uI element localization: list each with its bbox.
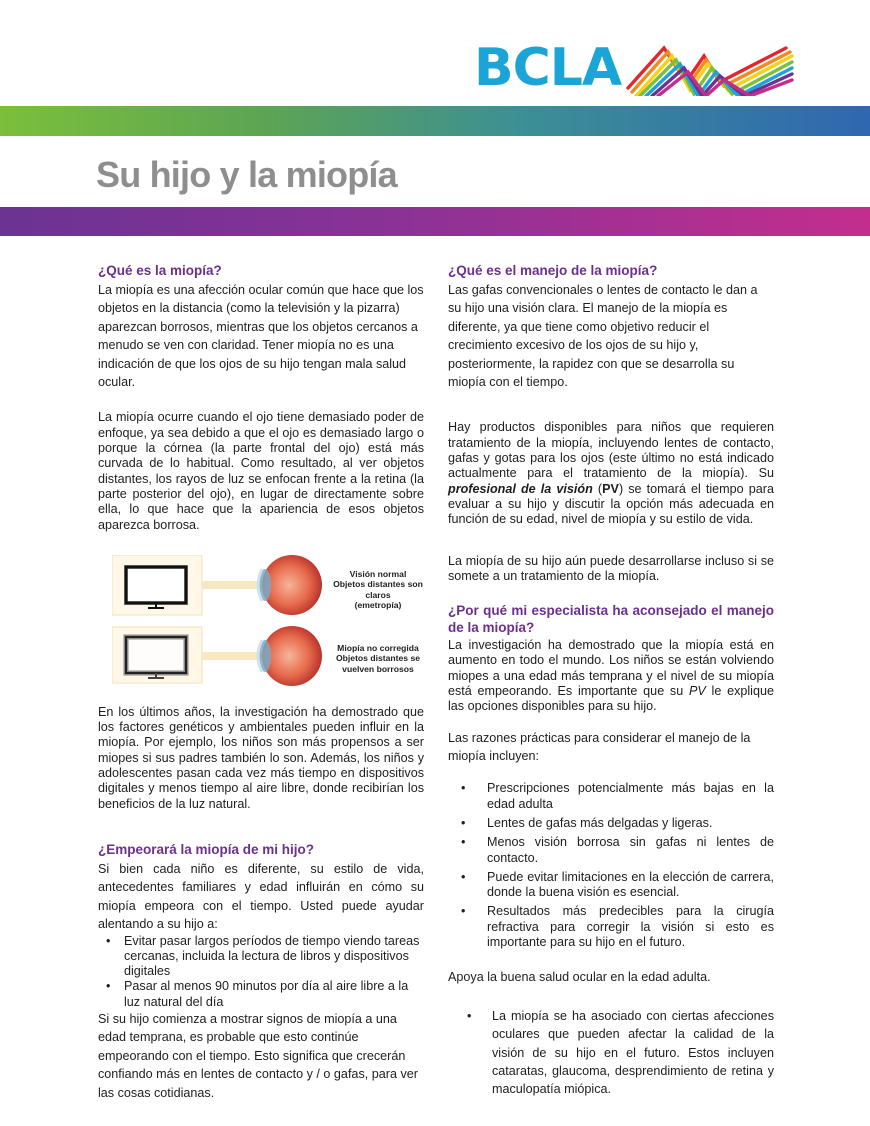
list-item: • Menos visión borrosa sin gafas ni lentes de contacto.: [448, 835, 774, 866]
paragraph: La miopía es una afección ocular común que hace que los objetos en la distancia (como la televisión y la pizarra) aparezcan borrosos, mientras que los objetos cercanos a menudo se ven con claridad. Tener miopía no es una indicación de que los ojos de su hijo tengan mala salud ocular.: [98, 283, 424, 390]
abbr-pv: PV: [688, 684, 706, 698]
list-item: • Evitar pasar largos períodos de tiempo viendo tareas cercanas, incluida la lectura de libros y dispositivos digitales: [98, 934, 424, 980]
rainbow-stripes-icon: [624, 42, 794, 96]
paragraph: Hay productos disponibles para niños que requieren tratamiento de la miopía, incluyendo lentes de contacto, gafas y gotas para los ojos (este último no está indicado actualmente para el tratamiento de la miopía). Su profesional de la visión (PV) se tomará el tiempo para evaluar a su hijo y discutir la opción más adecuada en función de su edad, nivel de miopía y su estilo de vida.: [448, 420, 774, 527]
list-item: • Pasar al menos 90 minutos por día al aire libre a la luz natural del día: [98, 979, 424, 1010]
bullet-list: [448, 781, 774, 950]
paragraph: Las gafas convencionales o lentes de contacto le dan a su hijo una visión clara. El manejo de la miopía es diferente, ya que tiene como objetivo reducir el crecimiento excesivo de los ojos de su hijo y, posteriormente, la rapidez con que se desarrolla su miopía con el tiempo.: [448, 283, 758, 390]
bcla-logo: [474, 38, 794, 98]
paragraph: Apoya la buena salud ocular en la edad adulta.: [448, 970, 711, 985]
section-heading: ¿Qué es el manejo de la miopía?: [448, 263, 658, 278]
bullet-list: [448, 1007, 774, 1099]
paragraph: Si su hijo comienza a mostrar signos de miopía a una edad temprana, es probable que esto continúe empeorando con el tiempo. Esto significa que crecerán confiando más en lentes de contacto y / o gafas, para ver las cosas cotidianas.: [98, 1012, 418, 1100]
section-heading: ¿Qué es la miopía?: [98, 263, 222, 278]
right-column: [448, 262, 774, 1099]
logo-wordmark: BCLA: [474, 38, 622, 98]
header-band-bottom: [0, 207, 870, 236]
page-title: Su hijo y la miopía: [96, 154, 397, 195]
paragraph: La miopía ocurre cuando el ojo tiene demasiado poder de enfoque, ya sea debido a que el ojo es demasiado largo o porque la córnea (la parte frontal del ojo) está más curvada de lo habitual. Como resultado, al ver objetos distantes, los rayos de luz se enfocan frente a la retina (la parte posterior del ojo), en lugar de directamente sobre ella, lo que hace que la apariencia de esos objetos aparezca borrosa.: [98, 410, 424, 532]
left-column: [98, 262, 424, 1102]
list-item: • Puede evitar limitaciones en la elección de carrera, donde la buena visión es esencial.: [448, 870, 774, 901]
list-item: • Resultados más predecibles para la cirugía refractiva para corregir la visión si esto es importante para su hijo en el futuro.: [448, 904, 774, 950]
eye-diagram: [98, 555, 424, 695]
section-heading: ¿Empeorará la miopía de mi hijo?: [98, 841, 315, 857]
paragraph: Las razones prácticas para considerar el manejo de la miopía incluyen:: [448, 730, 751, 763]
list-item: • Prescripciones potencialmente más bajas en la edad adulta: [448, 781, 774, 812]
eye-label-normal: Visión normal Objetos distantes son claros (emetropía): [333, 568, 423, 611]
header-band-top: [0, 106, 870, 136]
paragraph: La investigación ha demostrado que la miopía está en aumento en todo el mundo. Los niños se están volviendo miopes a una edad más temprana y el nivel de su miopía está empeorando. Es importante que su PV le explique las opciones disponibles para su hijo.: [448, 638, 774, 714]
paragraph: La miopía de su hijo aún puede desarrollarse incluso si se somete a un tratamiento de la miopía.: [448, 553, 774, 583]
section-heading: ¿Por qué mi especialista ha aconsejado el manejo de la miopía?: [448, 603, 774, 636]
eye-label-myopia: Miopía no corregida Objetos distantes se vuelven borrosos: [335, 642, 421, 674]
eye-diagram-graphic: [112, 555, 332, 695]
list-item: • La miopía se ha asociado con ciertas afecciones oculares que pueden afectar la calidad de la visión de su hijo en el futuro. Estos incluyen cataratas, glaucoma, desprendimiento de retina y maculopatía miópica.: [448, 1007, 774, 1099]
paragraph: En los últimos años, la investigación ha demostrado que los factores genéticos y ambientales pueden influir en la miopía. Por ejemplo, los niños son más propensos a ser miopes si sus padres también lo son. Además, los niños y adolescentes pasan cada vez más tiempo en dispositivos digitales y menos tiempo al aire libre, donde recibirían los beneficios de la luz natural.: [98, 704, 424, 811]
term-professional: profesional de la visión: [448, 481, 593, 496]
abbr-pv: PV: [602, 481, 619, 496]
list-item: • Lentes de gafas más delgadas y ligeras.: [448, 816, 774, 831]
bullet-list: [98, 934, 424, 1010]
paragraph: Si bien cada niño es diferente, su estilo de vida, antecedentes familiares y edad influirán en cómo su miopía empeora con el tiempo. Usted puede ayudar alentando a su hijo a:: [98, 861, 424, 932]
